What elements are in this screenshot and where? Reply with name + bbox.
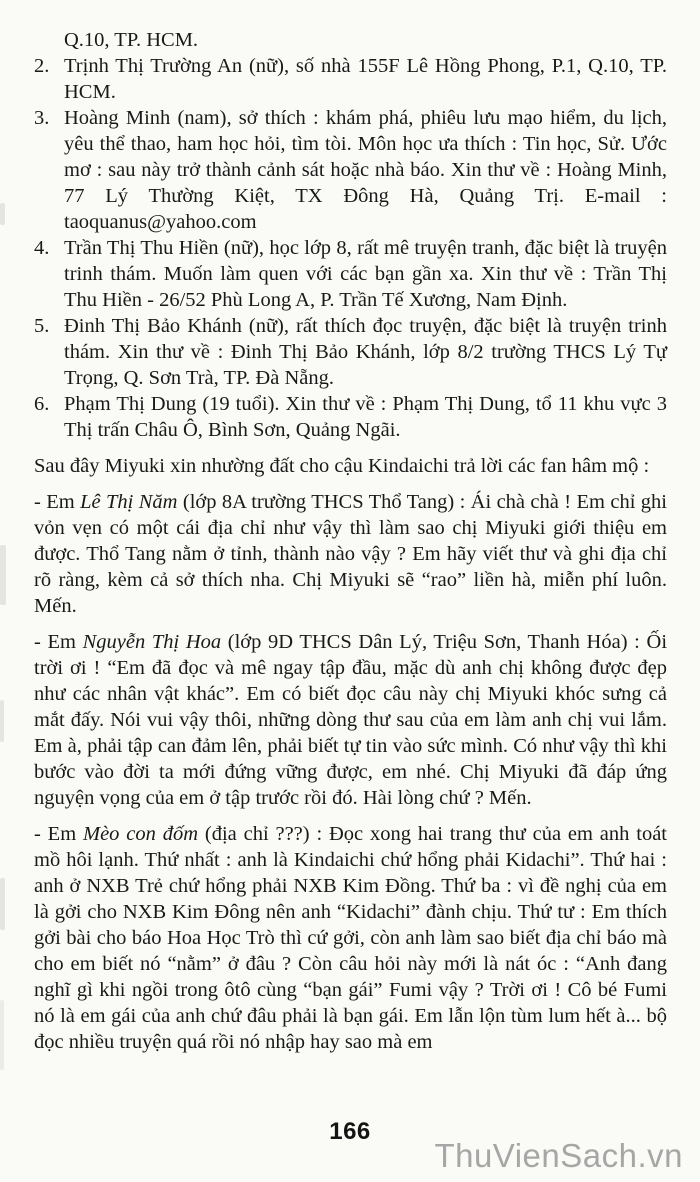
reply-paragraph (34, 489, 667, 619)
scan-artifact (0, 1000, 4, 1070)
list-item (34, 105, 667, 235)
reply-name: Nguyễn Thị Hoa (82, 631, 222, 653)
item-number: 5. (34, 315, 50, 337)
list-item (34, 53, 667, 105)
reply-prefix: - Em (34, 631, 83, 653)
scan-artifact (0, 203, 5, 225)
reply-prefix: - Em (34, 823, 83, 845)
reply-body: (lớp 8A trường THCS Thổ Tang) : Ái chà chà ! Em chỉ ghi vỏn vẹn có một cái địa chỉ như vậy thì làm sao chị Miyuki giới thiệu em được. Thổ Tang nằm ở tỉnh, thành nào vậy ? Em hãy viết thư và ghi địa chỉ rõ ràng, kèm cả sở thích nha. Chị Miyuki sẽ “rao” liền hà, miễn phí luôn. Mến. (34, 491, 667, 617)
reply-name: Lê Thị Năm (80, 491, 178, 513)
list-item (34, 235, 667, 313)
watermark: ThuVienSach.vn (434, 1137, 683, 1174)
pen-pal-list (34, 53, 667, 443)
item-number: 4. (34, 237, 50, 259)
reply-body: (lớp 9D THCS Dân Lý, Triệu Sơn, Thanh Hóa) : Ối trời ơi ! “Em đã đọc và mê ngay tập đầu, mặc dù anh chị không được đẹp như các nhân vật khác”. Em có biết đọc câu này chị Miyuki khóc sưng cả mắt đấy. Nói vui vậy thôi, những dòng thư sau của em làm anh chị vui lắm. Em à, phải tập can đảm lên, phải biết tự tin vào sức mình. Có như vậy thì khi bước vào đời ta mới đứng vững được, em nhé. Chị Miyuki đã đáp ứng nguyện vọng của em ở tập trước rồi đó. Hài lòng chứ ? Mến. (34, 631, 668, 809)
item-number: 3. (34, 107, 50, 129)
continuation-line: Q.10, TP. HCM. (64, 29, 199, 51)
item-text: Hoàng Minh (nam), sở thích : khám phá, phiêu lưu mạo hiểm, du lịch, yêu thể thao, ham học hỏi, tìm tòi. Môn học ưa thích : Tin học, Sử. Ước mơ : sau này trở thành cảnh sát hoặc nhà báo. Xin thư về : Hoàng Minh, 77 Lý Thường Kiệt, TX Đông Hà, Quảng Trị. E-mail : taoquanus@yahoo.com (64, 107, 667, 233)
item-number: 2. (34, 55, 50, 77)
page-number: 166 (329, 1118, 371, 1145)
scan-artifact (0, 545, 6, 605)
item-text: Trịnh Thị Trường An (nữ), số nhà 155F Lê Hồng Phong, P.1, Q.10, TP. HCM. (64, 55, 667, 103)
item-text: Trần Thị Thu Hiền (nữ), học lớp 8, rất mê truyện tranh, đặc biệt là truyện trinh thám. Muốn làm quen với các bạn gần xa. Xin thư về : Trần Thị Thu Hiền - 26/52 Phù Long A, P. Trần Tế Xương, Nam Định. (64, 237, 667, 311)
reply-body: (địa chỉ ???) : Đọc xong hai trang thư của em anh toát mồ hôi lạnh. Thứ nhất : anh là Kindaichi chứ hổng phải Kidachi”. Thứ hai : anh ở NXB Trẻ chứ hổng phải NXB Kim Đồng. Thứ ba : vì đề nghị của em là gởi cho NXB Kim Đông nên anh “Kidachi” đành chịu. Thứ tư : Em thích gởi bài cho báo Hoa Học Trò thì cứ gởi, còn anh làm sao biết địa chỉ báo mà cho em biết nó “nằm” ở đâu ? Còn câu hỏi này mới là nát óc : “Anh đang nghĩ gì khi ngồi trong ôtô cùng “bạn gái” Fumi vậy ? Trời ơi ! Cô bé Fumi nó là em gái của anh chứ đâu phải là bạn gái. Em lẫn lộn tùm lum hết à... bộ đọc nhiều truyện quá rồi nó nhập hay sao mà em (34, 823, 667, 1053)
item-text: Đinh Thị Bảo Khánh (nữ), rất thích đọc truyện, đặc biệt là truyện trinh thám. Xin thư về : Đinh Thị Bảo Khánh, lớp 8/2 trường THCS Lý Tự Trọng, Q. Sơn Trà, TP. Đà Nẵng. (64, 315, 667, 389)
list-item (34, 391, 667, 443)
scan-artifact (0, 878, 5, 930)
reply-paragraph (34, 821, 667, 1055)
reply-prefix: - Em (34, 491, 81, 513)
item-number: 6. (34, 393, 50, 415)
item-text: Phạm Thị Dung (19 tuổi). Xin thư về : Phạm Thị Dung, tổ 11 khu vực 3 Thị trấn Châu Ô, Bình Sơn, Quảng Ngãi. (64, 393, 667, 441)
scan-artifact (0, 700, 4, 742)
reply-name: Mèo con đốm (83, 823, 199, 845)
intro-paragraph: Sau đây Miyuki xin nhường đất cho cậu Kindaichi trả lời các fan hâm mộ : (34, 455, 650, 477)
list-item (34, 313, 667, 391)
reply-paragraph (34, 629, 667, 811)
